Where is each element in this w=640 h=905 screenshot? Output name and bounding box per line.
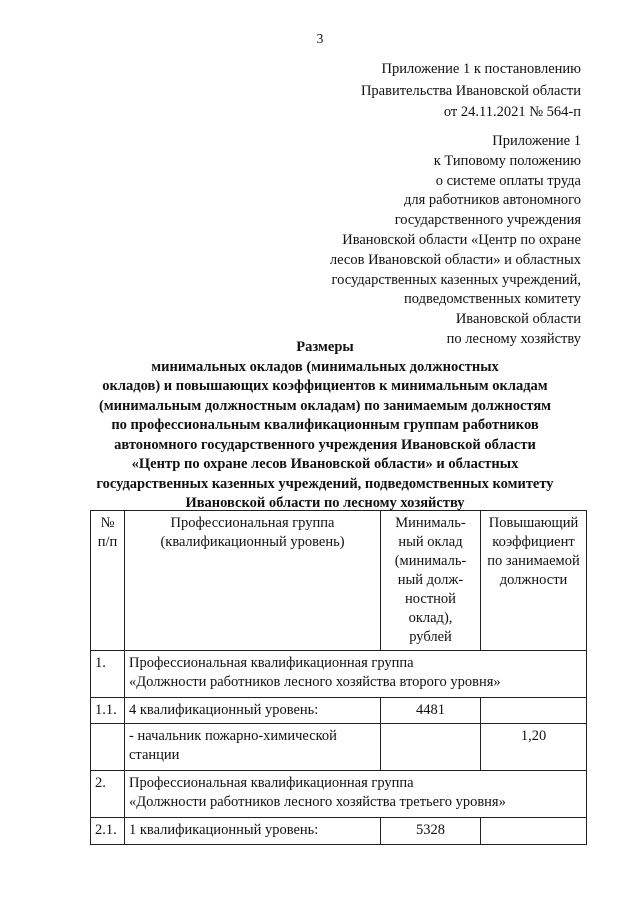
row-num: 1. — [91, 651, 125, 698]
header-salary-line: ностной — [405, 591, 456, 607]
header-group-cell — [125, 511, 381, 651]
appendix-sub-line: Приложение 1 — [492, 133, 581, 149]
title-line: Ивановской области по лесному хозяйству — [185, 495, 465, 511]
document-title — [80, 338, 570, 514]
row-text-line: Профессиональная квалификационная группа — [129, 775, 414, 791]
row-salary: 4481 — [381, 698, 481, 724]
header-coef-line: по занимаемой — [487, 553, 580, 569]
header-salary-line: ный долж- — [397, 572, 464, 588]
title-line: минимальных окладов (минимальных должностных — [151, 358, 499, 375]
appendix-sub-line: государственного учреждения — [394, 212, 581, 229]
header-num-cell — [91, 511, 125, 651]
row-coef: 1,20 — [481, 724, 587, 771]
header-salary-line: Минималь- — [395, 515, 466, 531]
page-number: 3 — [316, 31, 324, 46]
header-salary-line: рублей — [409, 629, 452, 645]
salary-table — [90, 510, 587, 845]
row-text-line: - начальник пожарно-химической — [129, 728, 337, 744]
table-row — [91, 818, 587, 845]
appendix-sub-header — [330, 132, 581, 350]
table-header-row — [91, 511, 587, 651]
header-coef-line: должности — [499, 572, 568, 588]
row-text — [125, 724, 381, 771]
header-salary-line: (минималь- — [394, 553, 467, 569]
title-line: Размеры — [296, 339, 354, 355]
appendix-sub-line: Ивановской области «Центр по охране — [342, 231, 581, 248]
table-row — [91, 771, 587, 818]
appendix-sub-line: Ивановской области — [455, 311, 581, 328]
header-num-line: п/п — [97, 534, 118, 550]
header-coef-line: Повышающий — [488, 515, 579, 531]
appendix-sub-line: государственных казенных учреждений, — [331, 271, 581, 288]
row-text-line: Профессиональная квалификационная группа — [129, 655, 414, 671]
appendix-main-line: от 24.11.2021 № 564-п — [443, 104, 581, 120]
row-text-line: «Должности работников лесного хозяйства третьего уровня» — [129, 794, 506, 810]
header-salary-line: ный оклад — [398, 534, 463, 550]
header-salary-cell — [381, 511, 481, 651]
appendix-sub-line: для работников автономного — [404, 192, 581, 209]
header-coef-cell — [481, 511, 587, 651]
appendix-main-line: Приложение 1 к постановлению — [381, 61, 581, 77]
row-group-text — [125, 651, 587, 698]
row-text: 1 квалификационный уровень: — [125, 818, 381, 845]
header-salary-line: оклад), — [408, 610, 453, 626]
row-num — [91, 724, 125, 771]
header-group-line: (квалификационный уровень) — [160, 534, 345, 550]
row-num: 2.1. — [91, 818, 125, 845]
table-row — [91, 698, 587, 724]
title-line: по профессиональным квалификационным группам работников — [111, 417, 539, 433]
title-line: автономного государственного учреждения Ивановской области — [114, 436, 536, 453]
appendix-sub-line: по лесному хозяйству — [446, 330, 581, 347]
appendix-main-header — [361, 59, 581, 124]
title-line: государственных казенных учреждений, подведомственных комитету — [96, 475, 554, 492]
header-num-line: № — [100, 515, 115, 531]
row-group-text — [125, 771, 587, 818]
appendix-sub-line: лесов Ивановской области» и областных — [329, 251, 581, 268]
row-text-line: «Должности работников лесного хозяйства второго уровня» — [129, 674, 501, 690]
row-num: 2. — [91, 771, 125, 818]
table-row — [91, 651, 587, 698]
row-text: 4 квалификационный уровень: — [125, 698, 381, 724]
row-text-line: станции — [129, 747, 180, 763]
appendix-sub-line: к Типовому положению — [433, 152, 581, 169]
row-coef — [481, 818, 587, 845]
row-coef — [481, 698, 587, 724]
row-salary: 5328 — [381, 818, 481, 845]
title-line: (минимальным должностным окладам) по занимаемым должностям — [98, 397, 552, 414]
header-group-line: Профессиональная группа — [170, 515, 335, 531]
appendix-sub-line: о системе оплаты труда — [435, 172, 581, 189]
header-coef-line: коэффициент — [492, 534, 575, 550]
appendix-sub-line: подведомственных комитету — [404, 291, 581, 308]
appendix-main-line: Правительства Ивановской области — [360, 82, 581, 99]
title-line: окладов) и повышающих коэффициентов к минимальным окладам — [102, 378, 548, 394]
row-salary — [381, 724, 481, 771]
table-row — [91, 724, 587, 771]
title-line: «Центр по охране лесов Ивановской области» и областных — [131, 456, 519, 472]
row-num: 1.1. — [91, 698, 125, 724]
